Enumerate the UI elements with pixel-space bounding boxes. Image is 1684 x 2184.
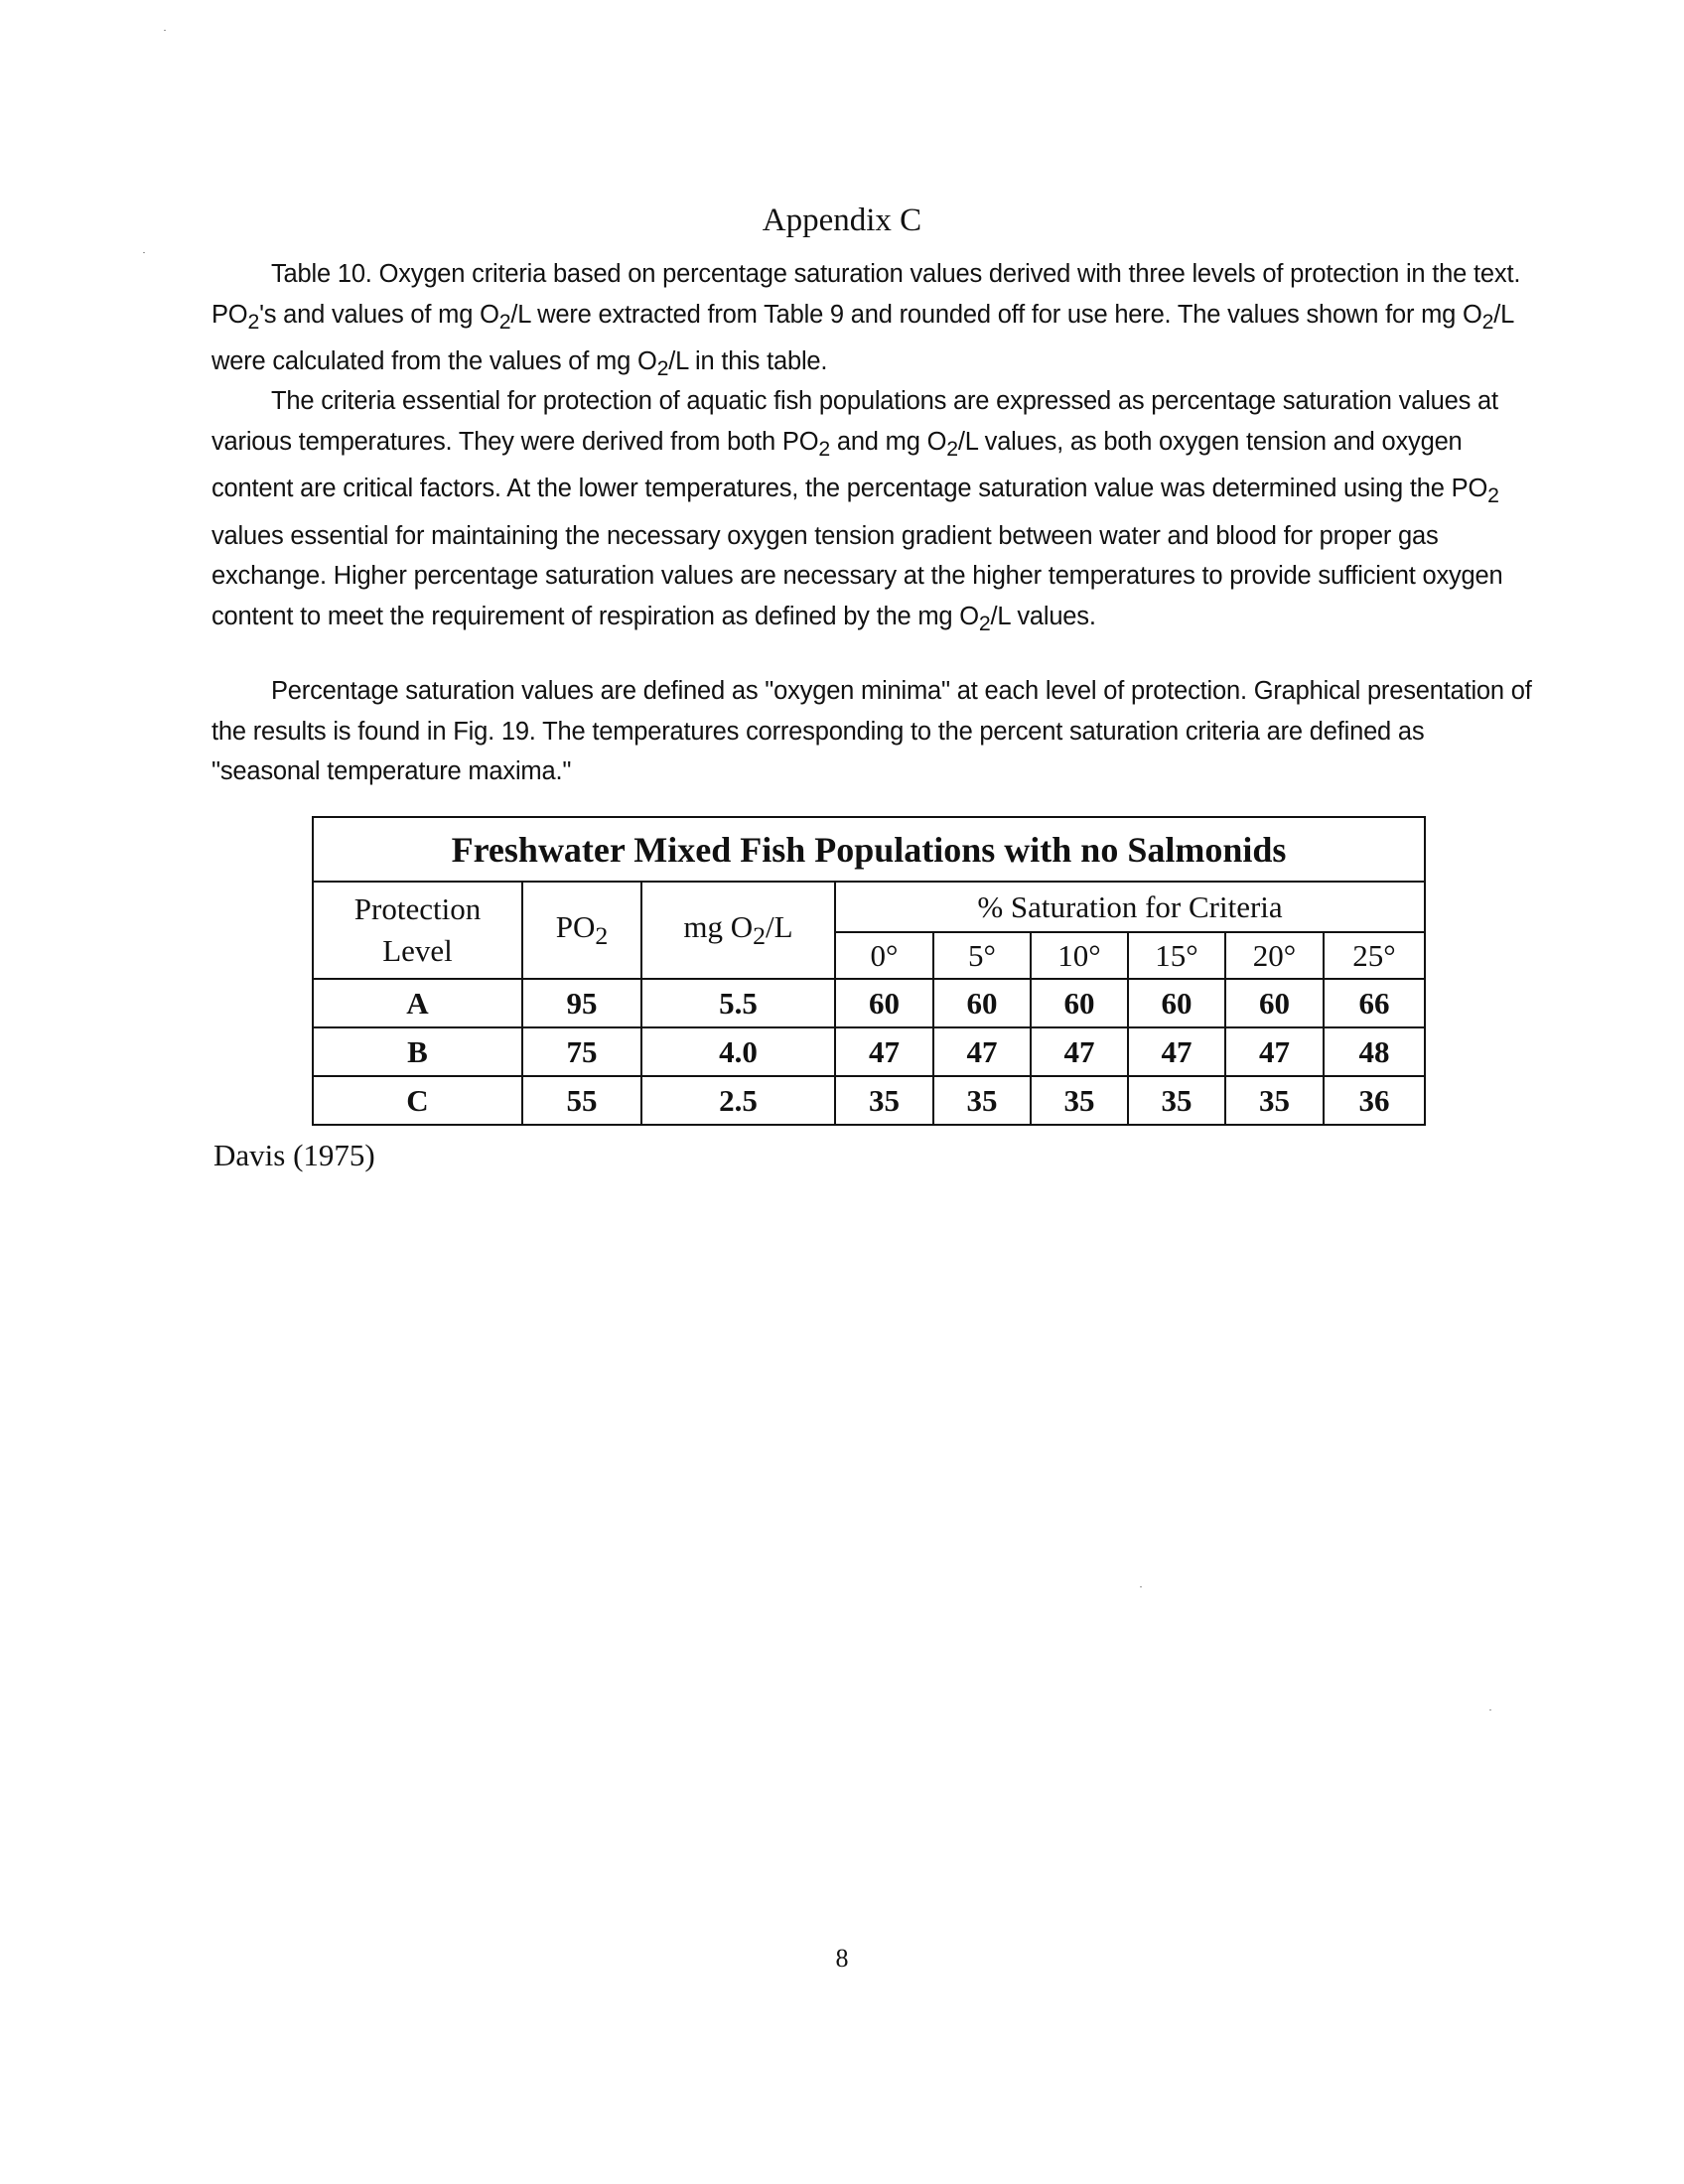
temp-header: 5° xyxy=(933,932,1031,979)
source-citation: Davis (1975) xyxy=(213,1138,375,1172)
table-description-paragraph: Table 10. Oxygen criteria based on percentage saturation values derived with three levels of protection in the text. $PO_2's$ and values of mg $O_2/L$ were extracted from Table 9 and rounded off for use here. The values shown for mg $O_2/L$ were calculated from the values of mg $O_2/L$ in this table. xyxy=(211,260,1521,381)
table-row xyxy=(313,1076,1425,1125)
saturation-cell: 47 xyxy=(933,1027,1031,1076)
saturation-cell: 35 xyxy=(1225,1076,1324,1125)
temp-header: 10° xyxy=(1031,932,1128,979)
page-number: 8 xyxy=(835,1944,849,1973)
level-cell: A xyxy=(313,979,522,1027)
po2-header: $PO_2$ xyxy=(522,882,641,979)
level-cell: C xyxy=(313,1076,522,1125)
saturation-cell: 47 xyxy=(1128,1027,1225,1076)
saturation-cell: 60 xyxy=(1128,979,1225,1027)
mg-cell: 4.0 xyxy=(641,1027,835,1076)
temp-header: 15° xyxy=(1128,932,1225,979)
saturation-cell: 60 xyxy=(933,979,1031,1027)
temp-header: 25° xyxy=(1324,932,1425,979)
saturation-cell: 60 xyxy=(835,979,933,1027)
level-cell: B xyxy=(313,1027,522,1076)
saturation-cell: 60 xyxy=(1225,979,1324,1027)
saturation-cell: 35 xyxy=(1128,1076,1225,1125)
scan-speck xyxy=(164,30,166,31)
po2-cell: 75 xyxy=(522,1027,641,1076)
definitions-paragraph: Percentage saturation values are defined as "oxygen minima" at each level of protection. Graphical presentation of the results is found in Fig. 19. The temperatures corresponding to the percent saturation criteria are defined as "seasonal temperature maxima." xyxy=(211,677,1532,785)
saturation-cell: 35 xyxy=(1031,1076,1128,1125)
saturation-cell: 36 xyxy=(1324,1076,1425,1125)
table-caption: Freshwater Mixed Fish Populations with no Salmonids xyxy=(313,817,1425,882)
oxygen-criteria-table xyxy=(312,816,1426,1126)
scan-speck xyxy=(143,252,145,253)
saturation-cell: 47 xyxy=(1031,1027,1128,1076)
mg-cell: 5.5 xyxy=(641,979,835,1027)
protection-level-header: Protection Level xyxy=(313,882,522,979)
scan-speck xyxy=(1140,1586,1142,1587)
saturation-cell: 35 xyxy=(835,1076,933,1125)
criteria-paragraph: The criteria essential for protection of aquatic fish populations are expressed as percentage saturation values at various temperatures. They were derived from both $PO_2$ and mg $O_2/L$ values, as both oxygen tension and oxygen content are critical factors. At the lower temperatures, the percentage saturation value was determined using the $PO_2$ values essential for maintaining the necessary oxygen tension gradient between water and blood for proper gas exchange. Higher percentage saturation values are necessary at the higher temperatures to provide sufficient oxygen content to meet the requirement of respiration as defined by the mg $O_2/L$ values. xyxy=(211,387,1503,635)
saturation-cell: 47 xyxy=(1225,1027,1324,1076)
saturation-cell: 66 xyxy=(1324,979,1425,1027)
table-row xyxy=(313,1027,1425,1076)
saturation-header: % Saturation for Criteria xyxy=(835,882,1425,932)
po2-cell: 95 xyxy=(522,979,641,1027)
mg-cell: 2.5 xyxy=(641,1076,835,1125)
saturation-cell: 47 xyxy=(835,1027,933,1076)
mg-o2-header: mg $O_2/L$ xyxy=(641,882,835,979)
table-row xyxy=(313,979,1425,1027)
saturation-cell: 60 xyxy=(1031,979,1128,1027)
temp-header: 0° xyxy=(835,932,933,979)
temp-header: 20° xyxy=(1225,932,1324,979)
page-title: Appendix C xyxy=(762,203,922,238)
saturation-cell: 35 xyxy=(933,1076,1031,1125)
saturation-cell: 48 xyxy=(1324,1027,1425,1076)
scan-speck xyxy=(1489,1709,1491,1710)
po2-cell: 55 xyxy=(522,1076,641,1125)
